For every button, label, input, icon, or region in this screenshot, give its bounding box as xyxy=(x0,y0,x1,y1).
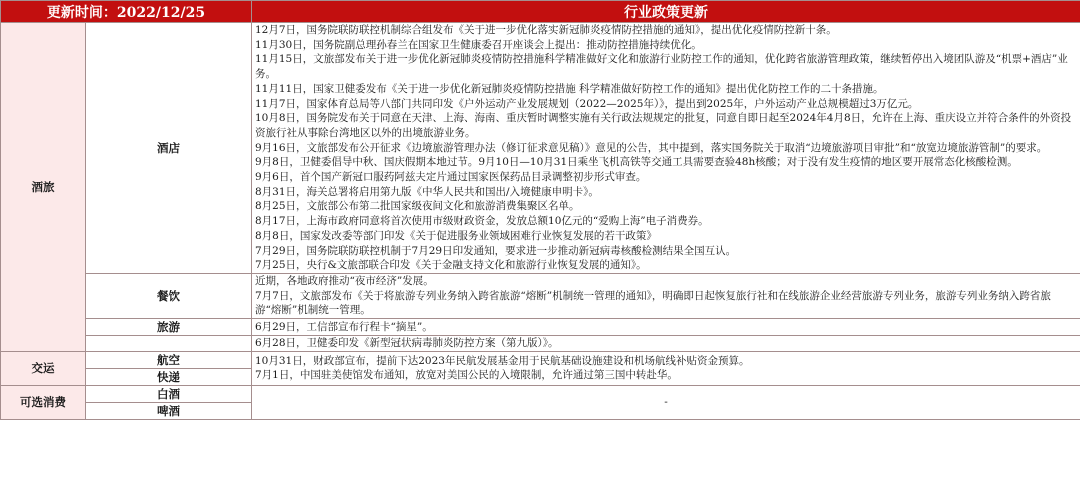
policy-item: 9月6日，首个国产新冠口服药阿兹夫定片通过国家医保药品目录调整初步形式审查。 xyxy=(255,171,647,184)
policy-item: 8月8日，国家发改委等部门印发《关于促进服务业领域困难行业恢复发展的若干政策》 xyxy=(255,229,657,242)
subcategory-catering: 餐饮 xyxy=(86,273,252,318)
policy-item: 11月11日，国家卫健委发布《关于进一步优化新冠肺炎疫情防控措施 科学精准做好防控工作的通知》提出优化防控工作的二十条措施。 xyxy=(255,82,884,95)
category-hotel-tourism: 酒旅 xyxy=(1,23,86,352)
policy-cell-tourism-2 xyxy=(252,336,1080,352)
table-row xyxy=(1,23,1080,274)
policy-item: 11月7日，国家体育总局等八部门共同印发《户外运动产业发展规划（2022—2025年）》，提出到2025年，户外运动产业总规模超过3万亿元。 xyxy=(255,97,919,110)
policy-item: 12月7日，国务院联防联控机制综合组发布《关于进一步优化落实新冠肺炎疫情防控措施的通知》，提出优化疫情防控新十条。 xyxy=(255,24,837,36)
policy-item: 11月15日，文旅部发布关于进一步优化新冠肺炎疫情防控措施科学精准做好文化和旅游行业防控工作的通知，优化跨省旅游管理政策，继续暂停出入境团队游及“机票+酒店”业务。 xyxy=(255,53,1068,81)
subcategory-express: 快递 xyxy=(86,368,252,385)
policy-item: 7月7日，文旅部发布《关于将旅游专列业务纳入跨省旅游“熔断”机制统一管理的通知》，明确即日起恢复旅行社和在线旅游企业经营旅游专列业务，旅游专列业务纳入跨省旅游“熔断”机制统一管理。 xyxy=(255,289,1051,317)
policy-item: 8月31日，海关总署将启用第九版《中华人民共和国出/入境健康申明卡》。 xyxy=(255,185,599,198)
subcategory-aviation: 航空 xyxy=(86,351,252,368)
policy-cell-hotel xyxy=(252,23,1080,274)
subcategory-beer: 啤酒 xyxy=(86,402,252,419)
subcategory-tourism-blank xyxy=(86,336,252,352)
policy-item: 7月25日，央行&文旅部联合印发《关于金融支持文化和旅游行业恢复发展的通知》。 xyxy=(255,259,647,272)
table-title-header: 行业政策更新 xyxy=(252,1,1080,23)
policy-item: 6月29日，工信部宣布行程卡“摘星”。 xyxy=(255,320,433,333)
subcategory-liquor: 白酒 xyxy=(86,385,252,402)
policy-item: 8月25日，文旅部公布第二批国家级夜间文化和旅游消费集聚区名单。 xyxy=(255,200,580,213)
category-transport: 交运 xyxy=(1,351,86,385)
policy-item: 7月1日，中国驻美使馆发布通知，放宽对美国公民的入境限制，允许通过第三国中转赴华。 xyxy=(255,369,678,382)
policy-cell-catering xyxy=(252,273,1080,318)
policy-cell-aviation xyxy=(252,351,1080,385)
policy-item: 11月30日，国务院副总理孙春兰在国家卫生健康委召开座谈会上提出：推动防控措施持续优化。 xyxy=(255,38,702,51)
table-row xyxy=(1,273,1080,318)
policy-item: 9月8日，卫健委倡导中秋、国庆假期本地过节。9月10日—10月31日乘坐飞机高铁等交通工具需要查验48h核酸；对于没有发生疫情的地区要开展常态化核酸检测。 xyxy=(255,156,1018,169)
policy-item: 10月31日，财政部宣布，提前下达2023年民航发展基金用于民航基础设施建设和机场航线补贴资金预算。 xyxy=(255,354,750,367)
policy-item: 9月16日，文旅部发布公开征求《边境旅游管理办法（修订征求意见稿）》意见的公告，其中提到，落实国务院关于取消“边境旅游项目审批”和“放宽边境旅游管制”的要求。 xyxy=(255,141,1048,154)
subcategory-hotel: 酒店 xyxy=(86,23,252,274)
table-row xyxy=(1,319,1080,336)
policy-item: 10月8日，国务院发布关于同意在天津、上海、海南、重庆暂时调整实施有关行政法规规定的批复，同意自即日起至2024年4月8日，允许在上海、重庆设立并符合条件的外资投资旅行社从事除台湾地区以外的出境旅游业务。 xyxy=(255,112,1072,139)
update-time-header: 更新时间：2022/12/25 xyxy=(1,1,252,23)
policy-item: 近期，各地政府推动“夜市经济”发展。 xyxy=(255,274,434,287)
table-header-row xyxy=(1,1,1080,23)
table-row xyxy=(1,351,1080,368)
category-optional-consumption: 可选消费 xyxy=(1,385,86,419)
policy-item: 6月28日，卫健委印发《新型冠状病毒肺炎防控方案（第九版）》。 xyxy=(255,337,559,350)
table-row xyxy=(1,336,1080,352)
policy-cell-optional-consumption: - xyxy=(252,385,1080,419)
subcategory-tourism: 旅游 xyxy=(86,319,252,336)
policy-item: 7月29日，国务院联防联控机制于7月29日印发通知，要求进一步推动新冠病毒核酸检测结果全国互认。 xyxy=(255,244,737,257)
policy-item: 8月17日，上海市政府同意将首次使用市级财政资金，发放总额10亿元的“爱购上海”电子消费券。 xyxy=(255,215,709,228)
table-row xyxy=(1,385,1080,402)
policy-cell-tourism xyxy=(252,319,1080,336)
